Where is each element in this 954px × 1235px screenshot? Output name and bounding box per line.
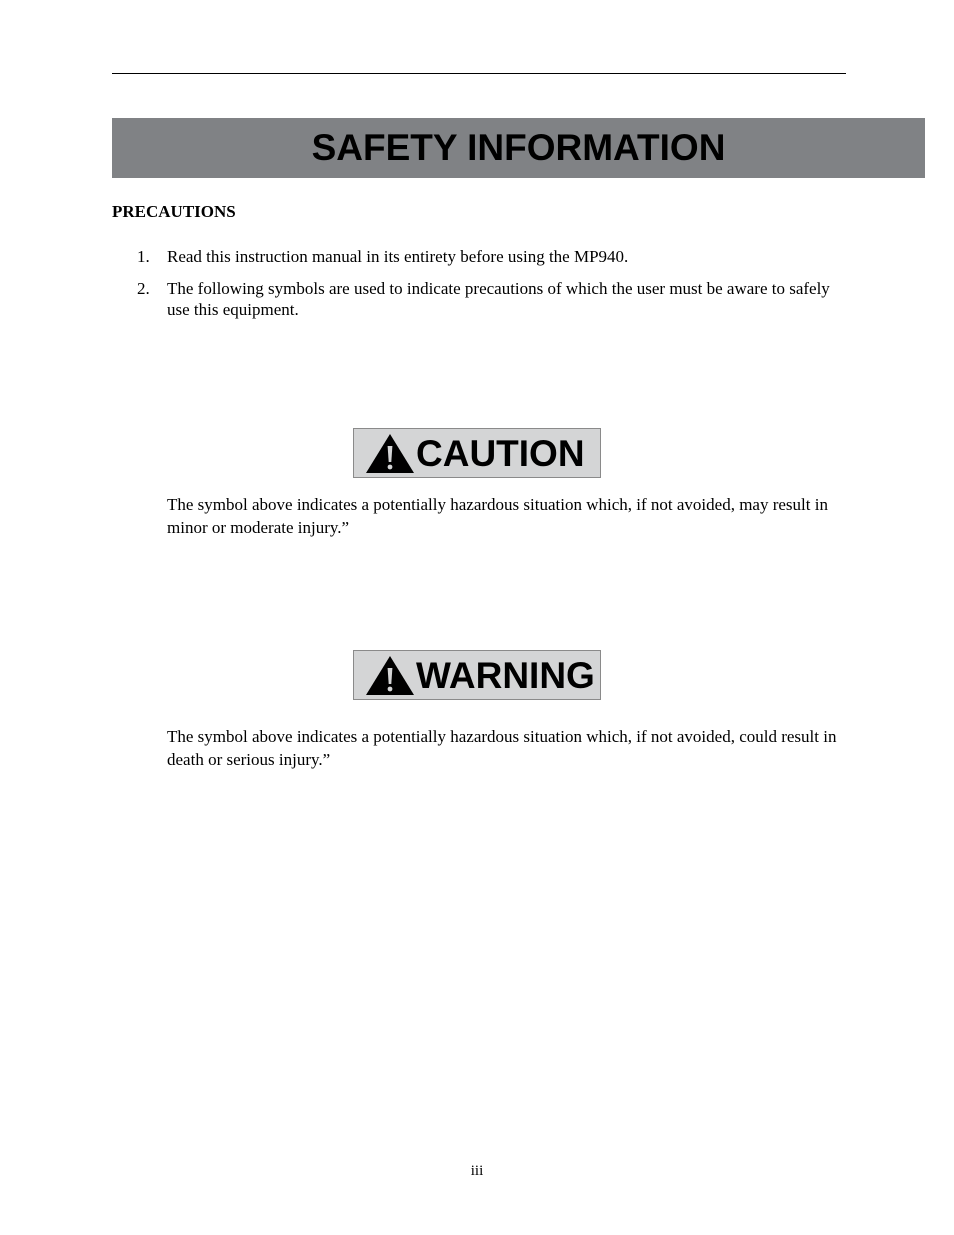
caution-label: CAUTION [416, 432, 585, 474]
warning-triangle-icon [364, 432, 416, 474]
list-item-text: Read this instruction manual in its entirety before using the MP940. [167, 247, 629, 266]
warning-label: WARNING [416, 654, 595, 696]
warning-sign [353, 650, 601, 700]
precautions-list [112, 246, 852, 331]
title-banner [112, 118, 925, 178]
precautions-heading: PRECAUTIONS [112, 202, 236, 221]
list-item-number: 1. [137, 247, 150, 266]
caution-description: The symbol above indicates a potentially hazardous situation which, if not avoided, may result in minor or moderate injury.” [167, 495, 828, 537]
list-item-text: The following symbols are used to indicate precautions of which the user must be aware to safely use this equipment. [167, 279, 830, 319]
top-rule [112, 73, 846, 74]
caution-sign [353, 428, 601, 478]
warning-description: The symbol above indicates a potentially hazardous situation which, if not avoided, could result in death or serious injury.” [167, 727, 837, 769]
page-number: iii [470, 1163, 484, 1179]
page-title: SAFETY INFORMATION [311, 127, 726, 168]
list-item [112, 278, 852, 320]
list-item [112, 246, 852, 267]
warning-triangle-icon [364, 654, 416, 696]
list-item-number: 2. [137, 279, 150, 298]
